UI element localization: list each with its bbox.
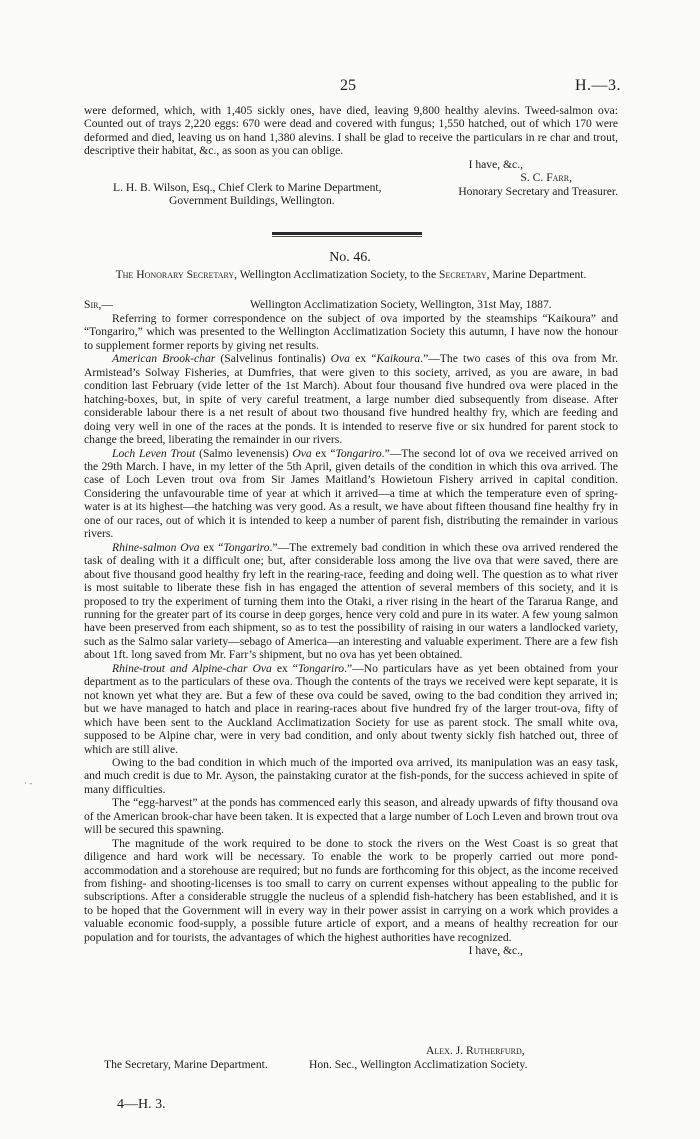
paragraph-brook-char: American Brook-char (Salvelinus fontinalis) Ova ex “Kaikoura.”—The two cases of this ova from Mr. Armistead’s Solway Fisheries, at Dumfries, that were given to this society, arrived, as you are aware, in bad condition last February (vide letter of the 1st March). About four thousand five hundred ova were placed in the hatching-boxes, but, in spite of very careful treatment, a large number died subsequently from disease. After considerable labour there is a net result of about two thousand five hundred healthy fry, which are feeding and doing very well in one of the races at the ponds. It is intended to reserve five or six hundred for parent stock to change the breed, liberating the remainder in our rivers. [84,352,618,447]
signature-reference: 4—H. 3. [117,1097,166,1112]
heading-from: The Honorary Secretary, [115,268,238,281]
previous-letter-signer: S. C. Farr, [520,171,572,185]
letter-number: No. 46. [329,250,371,265]
addressee-line-1: L. H. B. Wilson, Esq., Chief Clerk to Marine Department, [113,181,382,194]
previous-letter-text: were deformed, which, with 1,405 sickly ones, have died, leaving 9,800 healthy alevins. Tweed-salmon ova: Counted out of trays 2,220 eggs: 670 were dead and covered with fungus; 1,550 hatched, out of which 170 were deformed and died, leaving us on hand 1,380 alevins. I shall be glad to receive the particulars in re char and trout, descriptive their habitat, &c., as soon as you can oblige. [84,104,618,158]
paragraph-west-coast: The magnitude of the work required to be done to stock the rivers on the West Coast is so great that diligence and hard work will be necessary. To enable the work to be properly carried out more pond-accommodation and a storehouse are required; but no funds are forthcoming for this object, as the income received from fishing- and shooting-licenses is too small to carry on current expenses without appealing to the public for subscriptions. After a considerable struggle the nucleus of a splendid fish-hatchery has been established, and it is to be hoped that the Government will in every way in their power assist in carrying on a work which provides a valuable economic food-supply, a possible future article of export, and a means of healthy recreation for our population and for tourists, the advantages of which the highest authorities have recognized. [84,836,618,944]
salutation: Sir,— [84,298,113,311]
dateline: Wellington Acclimatization Society, Wellington, 31st May, 1887. [250,298,552,311]
letter-heading [84,268,618,281]
paragraph-manipulation: Owing to the bad condition in which much of the imported ova arrived, its manipulation was an easy task, and much credit is due to Mr. Ayson, the painstaking curator at the fish-ponds, for the success achieved in spite of many difficulties. [84,755,618,796]
margin-mark: · ‐ [24,778,33,788]
paragraph-rhine-salmon: Rhine-salmon Ova ex “Tongariro.”—The extremely bad condition in which these ova arrived rendered the task of dealing with it a difficult one; but, after considerable loss among the live ova that were saved, there are about five thousand good healthy fry left in the rearing-race, feeding and doing well. The question as to what river is most suitable to liberate these fish in has engaged the attention of several members of this society, and it is proposed to try the experiment of turning them into the Otaki, a river rising in the heart of the Tararua Range, and running for the greater part of its course in deep gorges, hence very cold and pure in its water. A few young salmon have been preserved from each shipment, so as to test the possibility of raising in our waters a landlocked variety, such as the Salmo salar variety—sebago of America—an interesting and valuable experiment. There are a few fish about 1ft. long saved from Mr. Farr’s shipment, but no ova has yet been obtained. [84,540,618,662]
previous-letter-addressee [113,181,382,208]
addressee-line-2: Government Buildings, Wellington. [169,194,335,208]
letter-closing: I have, &c., [468,944,523,958]
heading-mid: Wellington Acclimatization Society, to the [237,268,440,281]
previous-letter-closing: I have, &c., [468,157,523,171]
document-reference: H.—3. [574,77,621,94]
paragraph-1: Referring to former correspondence on the subject of ova imported by the steamships “Kaikoura” and “Tongariro,” which was presented to the Wellington Acclimatization Society this autumn, I have now the honour to supplement former reports by giving net results. [84,312,618,352]
letter-signer: Alex. J. Rutherfurd, [426,1044,525,1057]
paragraph-egg-harvest: The “egg-harvest” at the ponds has commenced early this season, and already upwards of fifty thousand ova of the American brook-char have been taken. It is expected that a large number of Loch Leven and brown trout ova will be secured this spawning. [84,796,618,837]
heading-to: Secretary, [439,268,490,281]
letter-addressee: The Secretary, Marine Department. [104,1058,268,1071]
letter-signer-title: Hon. Sec., Wellington Acclimatization Society. [309,1058,528,1071]
section-divider [272,232,422,235]
paragraph-rhine-trout: Rhine-trout and Alpine-char Ova ex “Tongariro.”—No particulars have as yet been obtained from your department as to the particulars of these ova. Though the contents of the trays we received were kept separate, it is not known yet what they are. But a few of these ova could be saved, owing to the bad condition they arrived in; but we have managed to hatch and place in rearing-races about five hundred fry of the larger trout-ova, fifty of which have been sent to the Auckland Acclimatization Society for use as parent stock. The small white ova, supposed to be Alpine char, were in very bad condition, and only about twenty sickly fish hatched out, three of which are still alive. [84,661,618,756]
heading-end: Marine Department. [489,268,587,281]
letter-body [84,312,618,958]
previous-letter-signer-title: Honorary Secretary and Treasurer. [458,184,618,198]
paragraph-loch-leven: Loch Leven Trout (Salmo levenensis) Ova ex “Tongariro.”—The second lot of ova we received arrived on the 29th March. I have, in my letter of the 5th April, given details of the condition in which this ova arrived. The case of Loch Leven trout ova from Sir James Maitland’s Howietoun Fishery arrived in capital condition. Considering the unfavourable time of year at which it arrived—a time at which the temperature even of spring-water is at its highest—the hatching was very good. As a result, we have about fifteen thousand fine healthy fry in one of our races, out of which it is intended to keep a number of parent fish, distributing the remainder in various rivers. [84,446,619,541]
page-number: 25 [340,77,356,94]
